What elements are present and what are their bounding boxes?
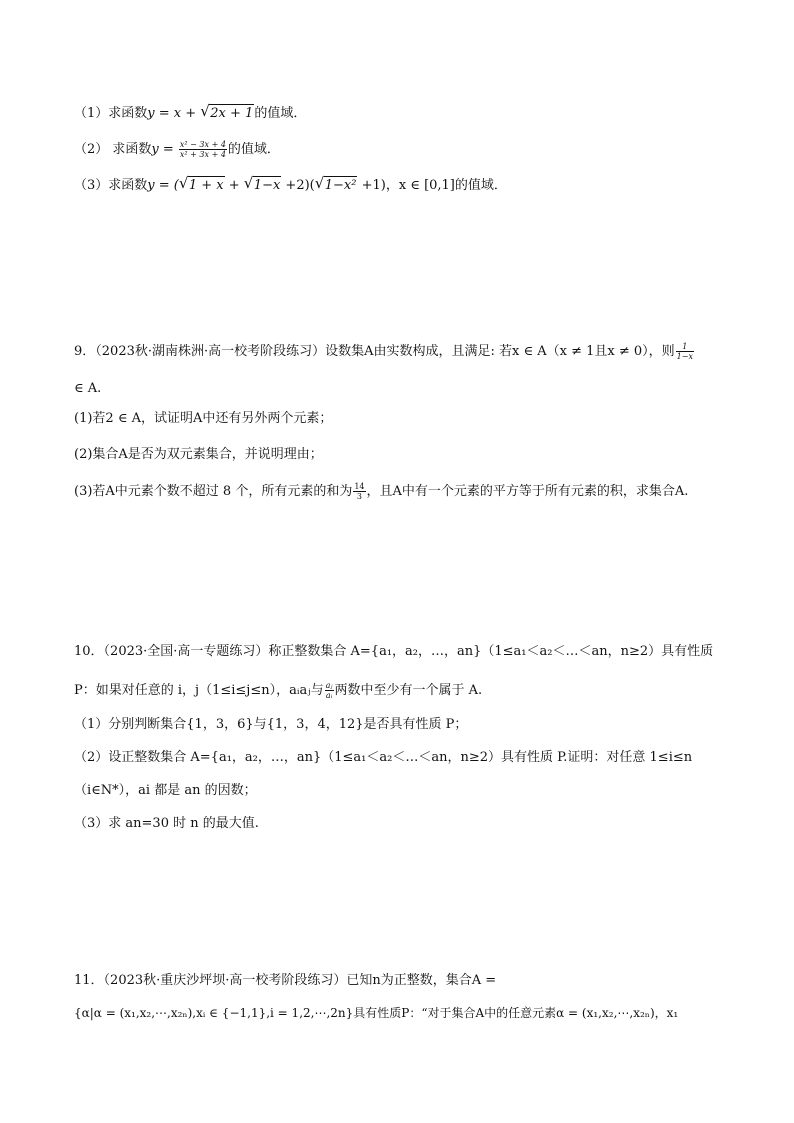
- q9-part2: (2)集合A是否为双元素集合，并说明理由；: [74, 447, 323, 462]
- q9-frac-den: 1−x: [676, 352, 693, 361]
- q10-fraction: [325, 681, 334, 700]
- q10-line2: [74, 681, 482, 700]
- q9-part3: [74, 482, 688, 501]
- q8-part3-suffix: ，x ∈ [0,1]的值域．: [385, 178, 507, 193]
- q9-part3-suffix: ，且A中有一个元素的平方等于所有元素的积，求集合A.: [366, 484, 689, 499]
- q8-part3-expr: y = (: [147, 178, 179, 193]
- q8-part2-prefix: （2） 求函数: [74, 142, 152, 157]
- q8-part3: [74, 176, 507, 195]
- q8-part2-numerator: x² − 3x + 4: [179, 140, 226, 149]
- q8-part2-fraction: [179, 140, 227, 159]
- sqrt-symbol: √ 1−x²: [314, 174, 357, 193]
- q8-part1-suffix: 的值域．: [254, 106, 307, 121]
- q8-part3-radicand3: 1−x²: [324, 178, 357, 193]
- q10-line2-suffix: 两数中至少有一个属于 A.: [334, 683, 483, 698]
- q8-part1-radicand: 2x + 1: [210, 106, 254, 121]
- q10-part2a: （2）设正整数集合 A={a₁，a₂，…，an}（1≤a₁＜a₂＜…＜an，n≥2）具有性质 P.证明：对任意 1≤i≤n: [74, 750, 693, 765]
- q8-part2-suffix: 的值域．: [227, 142, 280, 157]
- q8-part1: [74, 104, 306, 123]
- q9-part3-num: 14: [354, 482, 365, 491]
- q8-part2-expr: y =: [151, 142, 178, 157]
- sqrt-symbol: √ 1 + x: [178, 174, 224, 193]
- q10-heading: 10．（2023·全国·高一专题练习）称正整数集合 A={a₁，a₂，…，an}（1≤a₁＜a₂＜…＜an，n≥2）具有性质: [74, 644, 714, 659]
- q9-heading: [74, 342, 695, 361]
- q10-frac-den: aᵢ: [325, 691, 333, 700]
- q10-frac-num: aⱼ: [325, 681, 333, 690]
- sqrt-symbol: √ 1−x: [243, 174, 281, 193]
- q8-part3-prefix: （3）求函数: [74, 178, 148, 193]
- q9-part1: (1)若2 ∈ A，试证明A中还有另外两个元素；: [74, 411, 333, 426]
- q11-line2: {α|α = (x₁,x₂,⋯,x₂ₙ),xᵢ ∈ {−1,1},i = 1,2,⋯,2n}具有性质P：“对于集合A中的任意元素α = (x₁,x₂,⋯,x₂ₙ)，x₁: [74, 1006, 679, 1020]
- q10-part3: （3）求 an=30 时 n 的最大值.: [74, 816, 259, 831]
- q10-part2b: （i∈N*），ai 都是 an 的因数；: [74, 783, 257, 798]
- q8-part3-mid: +2)(: [281, 178, 315, 193]
- q8-part3-close: +1): [357, 178, 386, 193]
- q9-part3-den: 3: [356, 492, 362, 501]
- q9-fraction: [676, 342, 694, 361]
- q8-part3-radicand1: 1 + x: [188, 178, 224, 193]
- q10-part1: （1）分别判断集合{1，3，6}与{1，3，4，12}是否具有性质 P；: [74, 717, 468, 732]
- q8-part3-plus: +: [224, 178, 244, 193]
- q8-part2-denominator: x² + 3x + 4: [179, 150, 226, 159]
- q9-frac-num: 1: [676, 342, 694, 352]
- q9-part3-fraction: [353, 482, 365, 501]
- q8-part1-prefix: （1）求函数: [74, 106, 148, 121]
- q9-head-text: 9．（2023秋·湖南株洲·高一校考阶段练习）设数集A由实数构成，且满足: 若x ∈ A（x ≠ 1且x ≠ 0），则: [74, 344, 675, 359]
- q11-heading: 11．（2023秋·重庆沙坪坝·高一校考阶段练习）已知n为正整数，集合A =: [74, 973, 497, 988]
- q8-part3-radicand2: 1−x: [253, 178, 281, 193]
- q8-part2: [74, 140, 280, 159]
- sqrt-symbol: √ 2x + 1: [200, 102, 254, 121]
- q8-part1-expr: y = x +: [147, 106, 201, 121]
- q9-part3-prefix: (3)若A中元素个数不超过 8 个，所有元素的和为: [74, 484, 353, 499]
- q10-line2-prefix: P：如果对任意的 i，j（1≤i≤j≤n），aᵢaⱼ与: [74, 683, 324, 698]
- q9-continuation: ∈ A.: [74, 381, 102, 396]
